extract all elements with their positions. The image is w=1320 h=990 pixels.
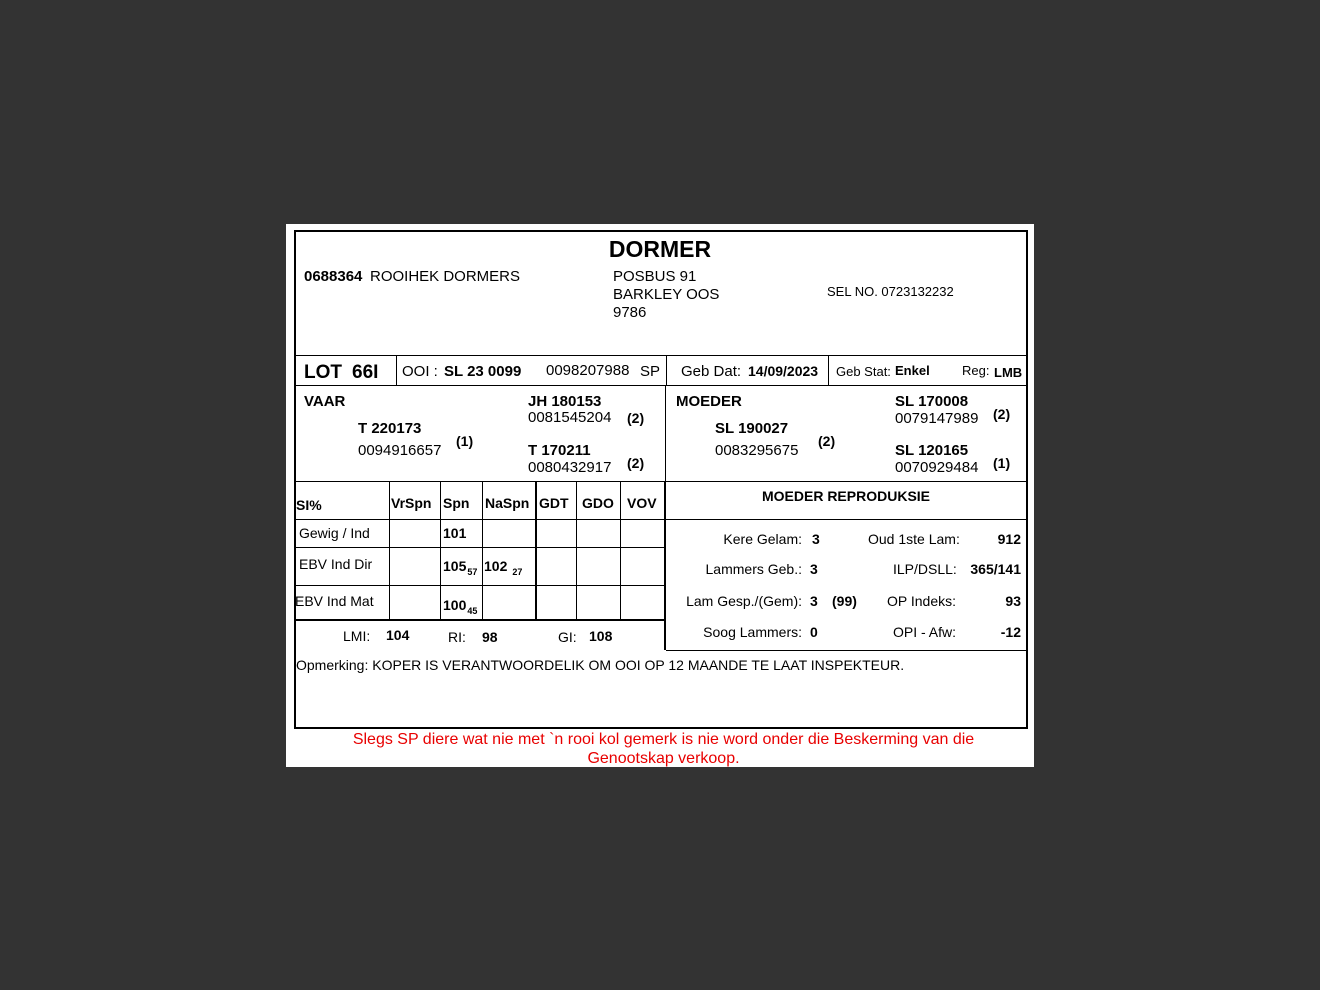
opi-afw-label: OPI - Afw: <box>893 624 957 640</box>
vaar-count: (1) <box>456 433 474 449</box>
divider <box>295 385 1027 386</box>
frame-right <box>1026 230 1028 728</box>
reproduction-title: MOEDER REPRODUKSIE <box>761 488 931 504</box>
geb-stat-label: Geb Stat: <box>836 364 891 379</box>
divider <box>666 355 667 385</box>
geb-stat-value: Enkel <box>895 363 930 378</box>
moeder-dam-count: (1) <box>993 455 1011 471</box>
divider <box>389 481 390 619</box>
divider <box>440 481 441 619</box>
opi-afw-value: -12 <box>1000 624 1021 640</box>
kere-gelam-label: Kere Gelam: <box>723 531 802 547</box>
ri-value: 98 <box>482 629 498 645</box>
remark-label: Opmerking: <box>296 657 369 673</box>
vaar-sire-count: (2) <box>627 410 645 426</box>
divider <box>828 355 829 385</box>
remark-text: KOPER IS VERANTWOORDELIK OM OOI OP 12 MAANDE TE LAAT INSPEKTEUR. <box>372 657 905 673</box>
ilp-dsll-value: 365/141 <box>970 561 1021 577</box>
divider <box>396 355 397 385</box>
moeder-number: 0083295675 <box>715 442 799 459</box>
moeder-sire-number: 0079147989 <box>895 410 979 427</box>
sel-number: SEL NO. 0723132232 <box>827 284 954 299</box>
divider <box>620 481 621 619</box>
breeder-code: 0688364 <box>304 268 363 285</box>
oud-1ste-lam-label: Oud 1ste Lam: <box>868 531 960 547</box>
col-header-si: SI% <box>296 497 322 513</box>
divider <box>665 385 666 481</box>
frame-left <box>294 230 296 728</box>
divider <box>482 481 483 619</box>
moeder-label: MOEDER <box>676 393 742 410</box>
lammers-geb-value: 3 <box>810 561 818 577</box>
vaar-sire-id: JH 180153 <box>528 393 602 410</box>
lam-gesp-value: 3 <box>810 593 818 609</box>
lmi-label: LMI: <box>343 628 371 644</box>
divider <box>576 481 577 619</box>
row-label-gewig: Gewig / Ind <box>299 525 370 541</box>
remark <box>296 657 904 673</box>
moeder-count: (2) <box>818 433 836 449</box>
lam-gesp-label: Lam Gesp./(Gem): <box>686 593 802 609</box>
breed-title: DORMER <box>608 236 712 262</box>
lammers-geb-label: Lammers Geb.: <box>705 561 802 577</box>
gewig-spn-value: 101 <box>443 525 467 541</box>
divider <box>295 481 1027 482</box>
vaar-label: VAAR <box>304 393 346 410</box>
col-header-vov: VOV <box>627 495 657 511</box>
vaar-dam-id: T 170211 <box>528 442 591 459</box>
moeder-sire-count: (2) <box>993 406 1011 422</box>
ebv-dir-spn-value: $105_{57}$ <box>443 558 478 577</box>
vaar-id: T 220173 <box>358 420 422 437</box>
lmi-value: 104 <box>386 627 410 643</box>
divider <box>295 547 665 548</box>
divider <box>295 619 666 621</box>
vaar-dam-number: 0080432917 <box>528 459 612 476</box>
reg-value: LMB <box>994 365 1023 380</box>
lot-number: 66I <box>352 362 379 383</box>
oud-1ste-lam-value: 912 <box>997 531 1021 547</box>
reg-label: Reg: <box>962 363 990 378</box>
ooi-label: OOI : <box>402 363 438 380</box>
row-label-ebv-dir: EBV Ind Dir <box>299 556 373 572</box>
op-indeks-label: OP Indeks: <box>887 593 957 609</box>
soog-lammers-label: Soog Lammers: <box>703 624 802 640</box>
col-header-gdo: GDO <box>582 495 614 511</box>
divider <box>295 585 665 586</box>
moeder-dam-id: SL 120165 <box>895 442 969 459</box>
divider <box>535 481 537 619</box>
moeder-id: SL 190027 <box>715 420 789 437</box>
frame-top <box>294 230 1028 232</box>
soog-lammers-value: 0 <box>810 624 818 640</box>
vaar-number: 0094916657 <box>358 442 442 459</box>
col-header-gdt: GDT <box>539 495 569 511</box>
geb-dat-value: 14/09/2023 <box>748 363 819 379</box>
gi-value: 108 <box>589 628 613 644</box>
geb-dat-label: Geb Dat: <box>681 363 742 380</box>
lam-gem-value: (99) <box>832 593 857 609</box>
ooi-id: SL 23 0099 <box>444 363 522 380</box>
protection-note-line-2: Genootskap verkoop. <box>587 750 740 767</box>
ebv-dir-naspn-value: 102 $_{27}$ <box>484 558 523 577</box>
address-line-1: POSBUS 91 <box>613 268 697 285</box>
divider <box>295 519 1027 520</box>
row-label-ebv-mat: EBV Ind Mat <box>295 593 374 609</box>
gi-label: GI: <box>558 629 577 645</box>
vaar-dam-count: (2) <box>627 455 645 471</box>
protection-note-line-1: Slegs SP diere wat nie met `n rooi kol gemerk is nie word onder die Beskerming van die <box>352 731 975 748</box>
divider <box>666 650 1027 651</box>
ebv-mat-spn-value: $100_{45}$ <box>443 597 478 616</box>
address-line-2: BARKLEY OOS <box>613 286 720 303</box>
op-indeks-value: 93 <box>1005 593 1021 609</box>
kere-gelam-value: 3 <box>812 531 820 547</box>
frame-bottom <box>294 727 1028 729</box>
address-line-3: 9786 <box>613 304 647 321</box>
breeder-name: ROOIHEK DORMERS <box>370 268 521 285</box>
col-header-spn: Spn <box>443 495 470 511</box>
sale-card <box>286 224 1034 767</box>
ooi-number: 0098207988 <box>546 362 630 379</box>
ooi-type: SP <box>640 363 661 380</box>
ri-label: RI: <box>448 629 466 645</box>
ilp-dsll-label: ILP/DSLL: <box>893 561 957 577</box>
moeder-dam-number: 0070929484 <box>895 459 979 476</box>
moeder-sire-id: SL 170008 <box>895 393 969 410</box>
col-header-naspn: NaSpn <box>485 495 530 511</box>
lot-label: LOT <box>304 362 342 383</box>
vaar-sire-number: 0081545204 <box>528 409 612 426</box>
col-header-vrspn: VrSpn <box>391 495 432 511</box>
divider <box>295 355 1027 356</box>
